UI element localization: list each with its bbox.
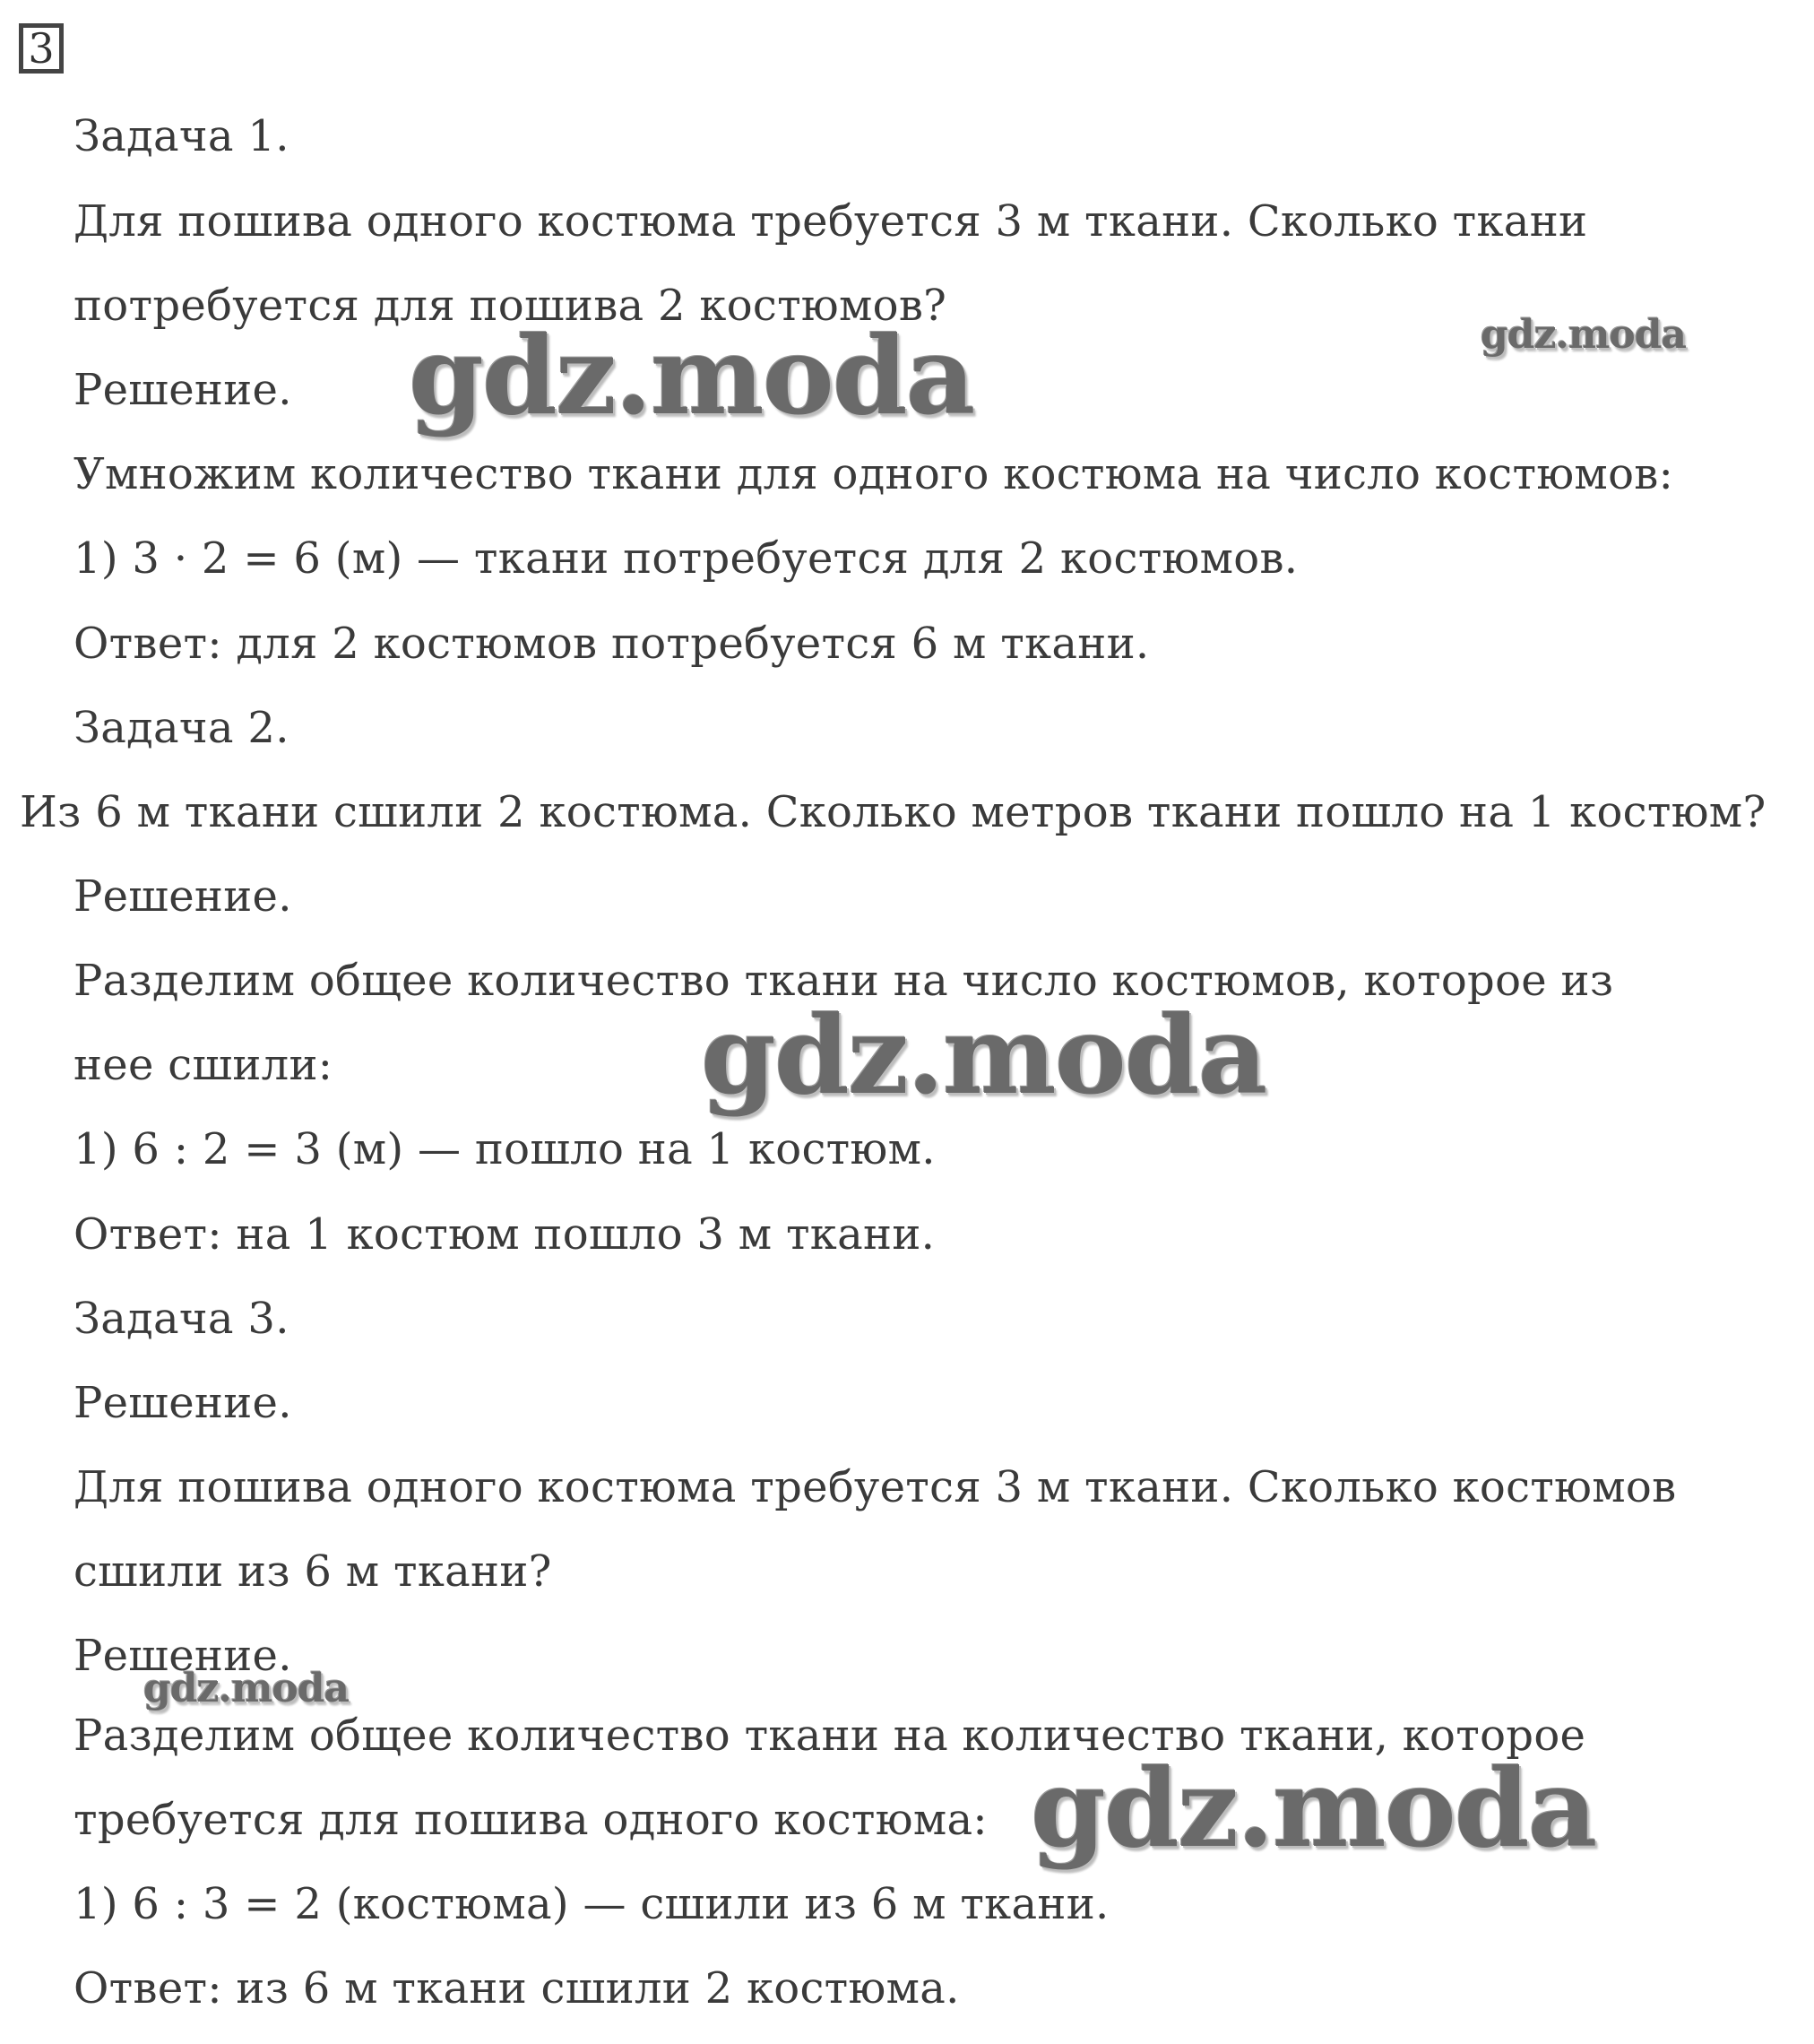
task-3-answer: Ответ: из 6 м ткани сшили 2 костюма. — [73, 1963, 960, 2014]
task-1-text-line-1: Для пошива одного костюма требуется 3 м ткани. Сколько ткани — [73, 196, 1588, 247]
task-3-text-line-2: сшили из 6 м ткани? — [73, 1546, 552, 1597]
page-number-box: 3 — [19, 23, 64, 74]
watermark-gdz-moda: gdz.moda — [1481, 312, 1687, 358]
watermark-gdz-moda: gdz.moda — [1031, 1745, 1596, 1872]
task-1-step-1: 1) 3 · 2 = 6 (м) — ткани потребуется для 2 костюмов. — [73, 533, 1299, 584]
task-3-heading: Задача 3. — [73, 1294, 289, 1344]
task-2-explanation-line-1: Разделим общее количество ткани на число костюмов, которое из — [73, 956, 1614, 1006]
task-2-text: Из 6 м ткани сшили 2 костюма. Сколько метров ткани пошло на 1 костюм? — [20, 787, 1766, 837]
task-1-solution-label: Решение. — [73, 365, 292, 415]
task-1-text-line-2: потребуется для пошива 2 костюмов? — [73, 281, 947, 331]
task-3-explanation-line-2: требуется для пошива одного костюма: — [73, 1795, 988, 1845]
task-3-text-line-1: Для пошива одного костюма требуется 3 м ткани. Сколько костюмов — [73, 1462, 1677, 1512]
task-3-step-1: 1) 6 : 3 = 2 (костюма) — сшили из 6 м ткани. — [73, 1879, 1110, 1929]
watermark-gdz-moda: gdz.moda — [701, 992, 1266, 1119]
task-2-answer: Ответ: на 1 костюм пошло 3 м ткани. — [73, 1209, 936, 1260]
task-2-step-1: 1) 6 : 2 = 3 (м) — пошло на 1 костюм. — [73, 1124, 936, 1174]
task-3-solution-label-1: Решение. — [73, 1378, 292, 1428]
task-2-explanation-line-2: нее сшили: — [73, 1040, 333, 1090]
task-1-explanation: Умножим количество ткани для одного костюма на число костюмов: — [73, 449, 1674, 499]
task-1-heading: Задача 1. — [73, 111, 289, 161]
watermark-gdz-moda: gdz.moda — [409, 313, 974, 439]
task-3-explanation-line-1: Разделим общее количество ткани на количество ткани, которое — [73, 1711, 1586, 1761]
task-2-heading: Задача 2. — [73, 703, 289, 753]
watermark-gdz-moda: gdz.moda — [143, 1666, 350, 1711]
task-3-solution-label-2: Решение. — [73, 1631, 292, 1681]
task-2-solution-label: Решение. — [73, 871, 292, 922]
task-1-answer: Ответ: для 2 костюмов потребуется 6 м ткани. — [73, 619, 1150, 669]
